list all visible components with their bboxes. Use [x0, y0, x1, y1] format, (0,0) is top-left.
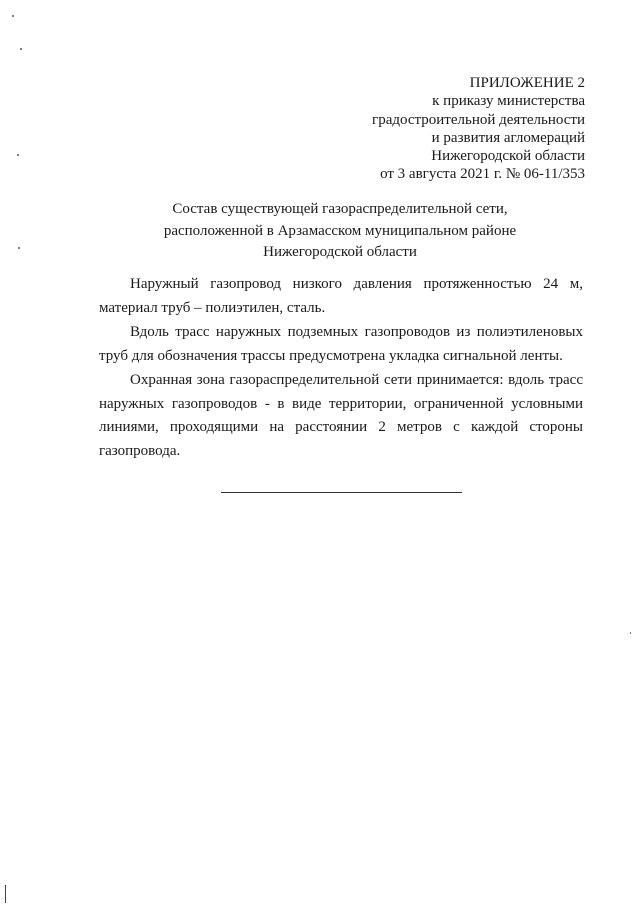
- body-paragraph: Охранная зона газораспределительной сети принимается: вдоль трасс наружных газопроводов - в виде территории, ограниченной условными линиями, проходящими на расстоянии 2 метров с каждой стороны газопровода.: [99, 372, 583, 459]
- body-paragraph: Наружный газопровод низкого давления протяженностью 24 м, материал труб – полиэтилен, сталь.: [99, 276, 583, 316]
- title-line: Состав существующей газораспределительной сети,: [172, 201, 508, 217]
- title-line: расположенной в Арзамасском муниципальном районе: [163, 222, 517, 239]
- scan-speck: [18, 247, 20, 249]
- scan-speck: [17, 154, 19, 156]
- body-paragraph: Вдоль трасс наружных подземных газопроводов из полиэтиленовых труб для обозначения трассы предусмотрена укладка сигнальной ленты.: [99, 324, 583, 364]
- appendix-line: градостроительной деятельности: [372, 111, 585, 128]
- appendix-header: [372, 74, 585, 184]
- appendix-line: Нижегородской области: [431, 148, 585, 165]
- appendix-title: ПРИЛОЖЕНИЕ 2: [469, 75, 585, 91]
- document-title: [120, 199, 560, 264]
- appendix-order-date: от 3 августа 2021 г. № 06-11/353: [380, 166, 585, 183]
- document-body: [99, 273, 583, 463]
- appendix-line: и развития агломераций: [431, 129, 585, 146]
- scan-speck: [12, 15, 14, 17]
- scan-speck: [20, 48, 22, 50]
- appendix-line: к приказу министерства: [432, 93, 585, 110]
- scan-edge: [5, 885, 6, 903]
- end-divider: [221, 492, 462, 493]
- title-line: Нижегородской области: [263, 244, 417, 260]
- scan-speck: [630, 632, 631, 634]
